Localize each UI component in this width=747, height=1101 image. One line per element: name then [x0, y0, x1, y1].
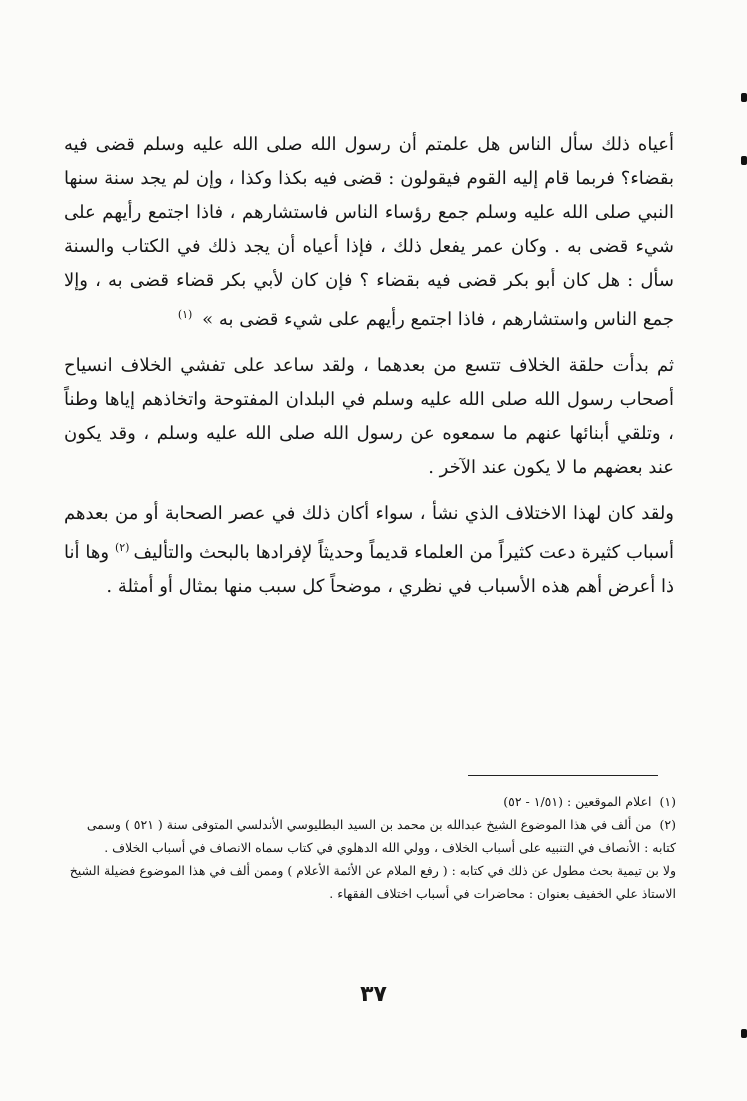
paragraph-2-text: ثم بدأت حلقة الخلاف تتسع من بعدهما ، ولقد ساعد على تفشي الخلاف انسياح أصحاب رسول الله صلى الله عليه وسلم في البلدان المفتوحة واتخاذهم إياها وطناً ، وتلقي أبنائها عنهم ما سمعوه عن رسول الله صلى الله عليه وسلم ، وقد يكون عند بعضهم ما لا يكون عند الآخر . [64, 355, 674, 478]
footnote-2-continuation [64, 859, 676, 905]
page-number: ٣٧ [360, 982, 387, 1007]
paragraph-1-text: أعياه ذلك سأل الناس هل علمتم أن رسول الله صلى الله عليه وسلم قضى فيه بقضاء؟ فربما قام إليه القوم فيقولون : قضى فيه بكذا وكذا ، وإن لم يجد سنة سنها النبي صلى الله عليه وسلم جمع رؤساء الناس فاستشارهم ، فاذا اجتمع رأيهم على شيء قضى به . وكان عمر يفعل ذلك ، فإذا أعياه أن يجد ذلك في الكتاب والسنة سأل : هل كان أبو بكر قضى فيه بقضاء ؟ فإن كان لأبي بكر قضاء قضى به ، وإلا جمع الناس واستشارهم ، فاذا اجتمع رأيهم على شيء قضى به » [64, 134, 675, 330]
footnote-ref-2: (٢) [114, 541, 130, 554]
footnote-2-number: (٢) [659, 817, 676, 832]
paragraph-1 [64, 128, 674, 337]
footnote-2 [64, 813, 676, 859]
footnotes [64, 790, 676, 905]
footnote-1-number: (١) [659, 794, 676, 809]
footnote-2-continuation-text: ولا بن تيمية بحث مطول عن ذلك في كتابه : ( رفع الملام عن الأئمة الأعلام ) وممن ألف في هذا الموضوع فضيلة الشيخ الاستاذ علي الخفيف بعنوان : محاضرات في أسباب اختلاف الفقهاء . [69, 863, 676, 901]
scan-edge-mark [741, 156, 747, 165]
footnote-1-text: اعلام الموقعين : (١/٥١ - ٥٢) [503, 794, 652, 809]
footnote-2-text: من ألف في هذا الموضوع الشيخ عبدالله بن محمد بن السيد البطليوسي الأندلسي المتوفى سنة ( ٥٢١ ) وسمى كتابه : الأنصاف في التنبيه على أسباب الخلاف ، وولي الله الدهلوي في كتاب سماه الانصاف في أسباب الخلاف . [86, 817, 676, 855]
scan-edge-mark [741, 1029, 747, 1038]
paragraph-2 [64, 349, 674, 485]
paragraph-3 [64, 497, 674, 604]
footnote-ref-1: (١) [177, 308, 193, 321]
footnote-separator [468, 775, 658, 776]
footnote-1 [64, 790, 676, 813]
paragraph-3-text-before: ولقد كان لهذا الاختلاف الذي نشأ ، سواء أكان ذلك في عصر الصحابة أو من بعدهم أسباب كثيرة دعت كثيراً من العلماء قديماً وحديثاً لإفرادها بالبحث والتأليف [64, 503, 674, 563]
main-text [64, 128, 674, 616]
scan-edge-mark [741, 93, 747, 102]
paragraph-3-text-after: وها أنا ذا أعرض أهم هذه الأسباب في نظري ، موضحاً كل سبب منها بمثال أو أمثلة . [64, 542, 674, 597]
